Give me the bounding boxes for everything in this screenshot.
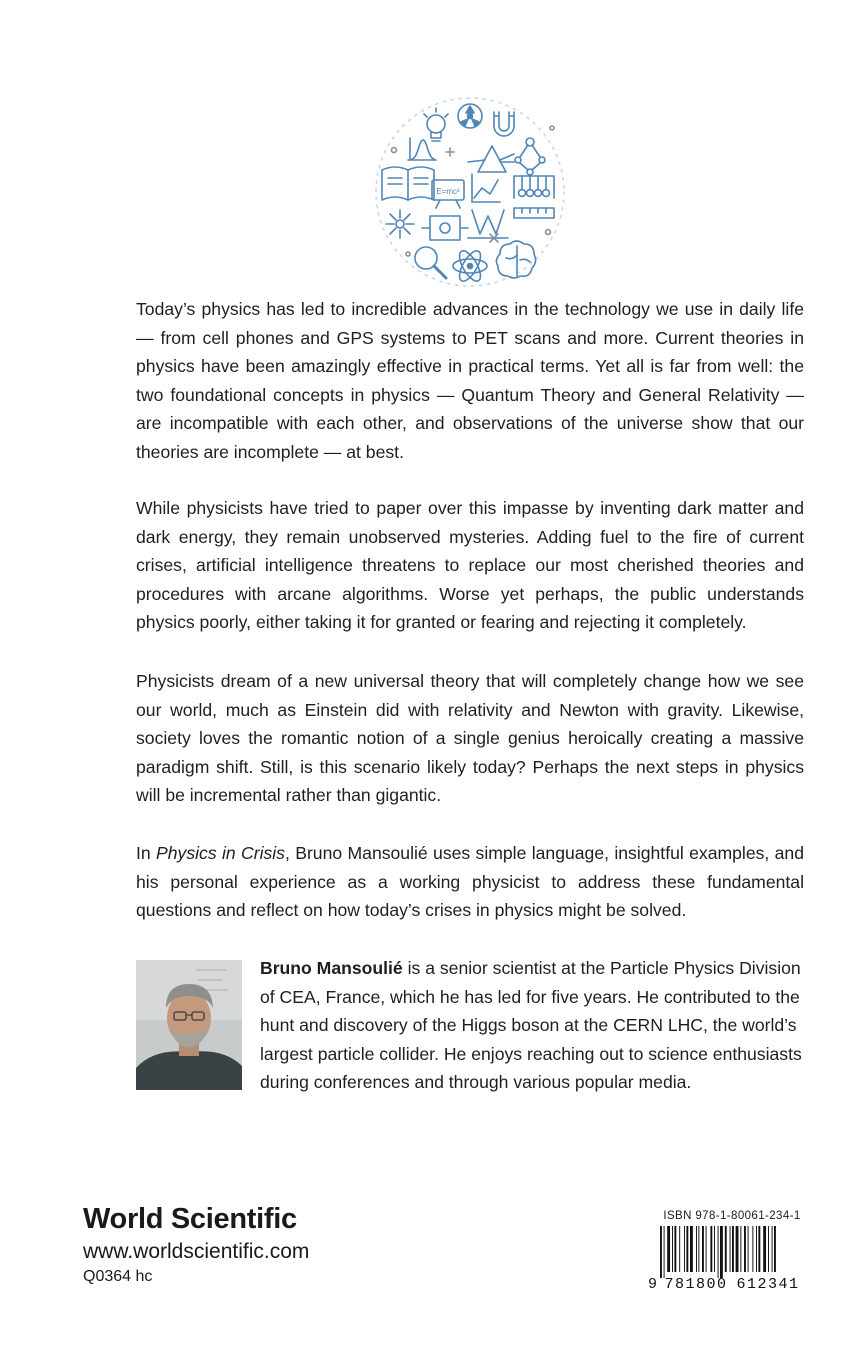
barcode-bar <box>768 1226 769 1272</box>
barcode-bar <box>714 1226 715 1272</box>
blurb-paragraph-4 <box>136 839 804 925</box>
formula-board-icon <box>432 180 464 208</box>
barcode-bar <box>740 1226 741 1272</box>
brain-icon <box>496 241 535 278</box>
barcode-bar <box>758 1226 760 1272</box>
barcode-bar <box>667 1226 670 1272</box>
magnet-icon <box>494 112 514 136</box>
blurb-paragraph-1: Today’s physics has led to incredible advances in the technology we use in daily life — from cell phones and GPS systems to PET scans and more. Current theories in physics have been amazingly effective in practical terms. Yet all is far from well: the two foundational concepts in physics — Quantum Theory and General Relativity — are incompatible with each other, and observations of the universe show that our theories are incomplete — at best. <box>136 299 804 462</box>
barcode-bar <box>748 1226 749 1272</box>
circuit-icon <box>422 216 468 240</box>
physics-icons-emblem <box>372 94 568 290</box>
lightbulb-icon <box>424 108 448 141</box>
barcode-digits-left: 781800 <box>664 1276 728 1290</box>
barcode-bar <box>679 1226 680 1272</box>
wave-icon <box>468 210 508 238</box>
author-bio <box>260 954 806 1097</box>
emblem-formula: E=mc² <box>436 187 460 196</box>
publisher-name: World Scientific <box>83 1203 297 1235</box>
barcode-bar <box>744 1226 746 1272</box>
author-photo <box>136 960 242 1090</box>
newtons-cradle-icon <box>514 176 554 198</box>
barcode-digits-right: 612341 <box>736 1276 800 1290</box>
isbn-label: ISBN 978-1-80061-234-1 <box>663 1210 801 1222</box>
ruler-icon <box>514 208 554 218</box>
barcode-bar <box>698 1226 699 1272</box>
barcode-bar <box>674 1226 676 1272</box>
barcode-bar <box>763 1226 766 1272</box>
barcode-bar <box>710 1226 712 1272</box>
barcode-bar <box>720 1226 723 1278</box>
magnifier-icon <box>415 247 446 278</box>
barcode-bar <box>702 1226 704 1272</box>
barcode-bar <box>725 1226 727 1272</box>
barcode-bar <box>660 1226 662 1278</box>
blurb-paragraph-3: Physicists dream of a new universal theory that will completely change how we see our world, much as Einstein did with relativity and Newton with gravity. Likewise, society loves the romantic notion of a single genius heroically creating a massive paradigm shift. Still, is this scenario likely today? Perhaps the next steps in physics will be incremental rather than gigantic. <box>136 671 804 806</box>
molecule-icon <box>515 138 545 175</box>
barcode-bar <box>732 1226 734 1272</box>
barcode-bar <box>706 1226 707 1272</box>
barcode-bar <box>730 1226 731 1272</box>
blurb-paragraph-2: While physicists have tried to paper over this impasse by inventing dark matter and dark energy, they remain unobserved mysteries. Adding fuel to the fire of current crises, artificial intelligence threatens to replace our most cherished theories and procedures with arcane algorithms. Worse yet perhaps, the public understands physics poorly, either taking it for granted or fearing and rejecting it completely. <box>136 498 804 633</box>
isbn-barcode <box>644 1226 812 1290</box>
barcode-bar <box>736 1226 739 1272</box>
blurb-p4-lead: In <box>136 843 157 863</box>
publisher-url: www.worldscientific.com <box>83 1240 310 1263</box>
barcode-bar <box>672 1226 673 1272</box>
barcode-bar <box>684 1226 685 1272</box>
barcode-digit-first: 9 <box>648 1276 658 1290</box>
graph-icon <box>472 174 500 202</box>
book-icon <box>382 167 434 200</box>
barcode-bar <box>772 1226 773 1272</box>
barcode-bar <box>752 1226 753 1272</box>
barcode-bar <box>690 1226 693 1272</box>
prism-icon <box>468 146 514 172</box>
atom-icon <box>453 248 487 284</box>
spark-icon <box>386 210 414 238</box>
blurb-p4-rest: , Bruno Mansoulié uses simple language, insightful examples, and his personal experience as a working physicist to address these fundamental questions and reflect on how today’s crises in physics might be solved. <box>136 843 804 921</box>
barcode-bar <box>686 1226 688 1272</box>
barcode-bar <box>696 1226 697 1272</box>
radiation-icon <box>458 104 482 128</box>
barcode-bar <box>774 1226 776 1272</box>
author-name: Bruno Mansoulié <box>260 958 403 978</box>
barcode-bar <box>718 1226 719 1278</box>
barcode-bar <box>664 1226 665 1278</box>
author-bio-text: is a senior scientist at the Particle Physics Division of CEA, France, which he has led for five years. He contributed to the hunt and discovery of the Higgs boson at the CERN LHC, the world’s largest particle collider. He enjoys reaching out to science enthusiasts during conferences and through various popular media. <box>260 958 802 1093</box>
barcode-bar <box>756 1226 757 1272</box>
book-title: Physics in Crisis <box>156 843 285 863</box>
product-code: Q0364 hc <box>83 1268 153 1285</box>
